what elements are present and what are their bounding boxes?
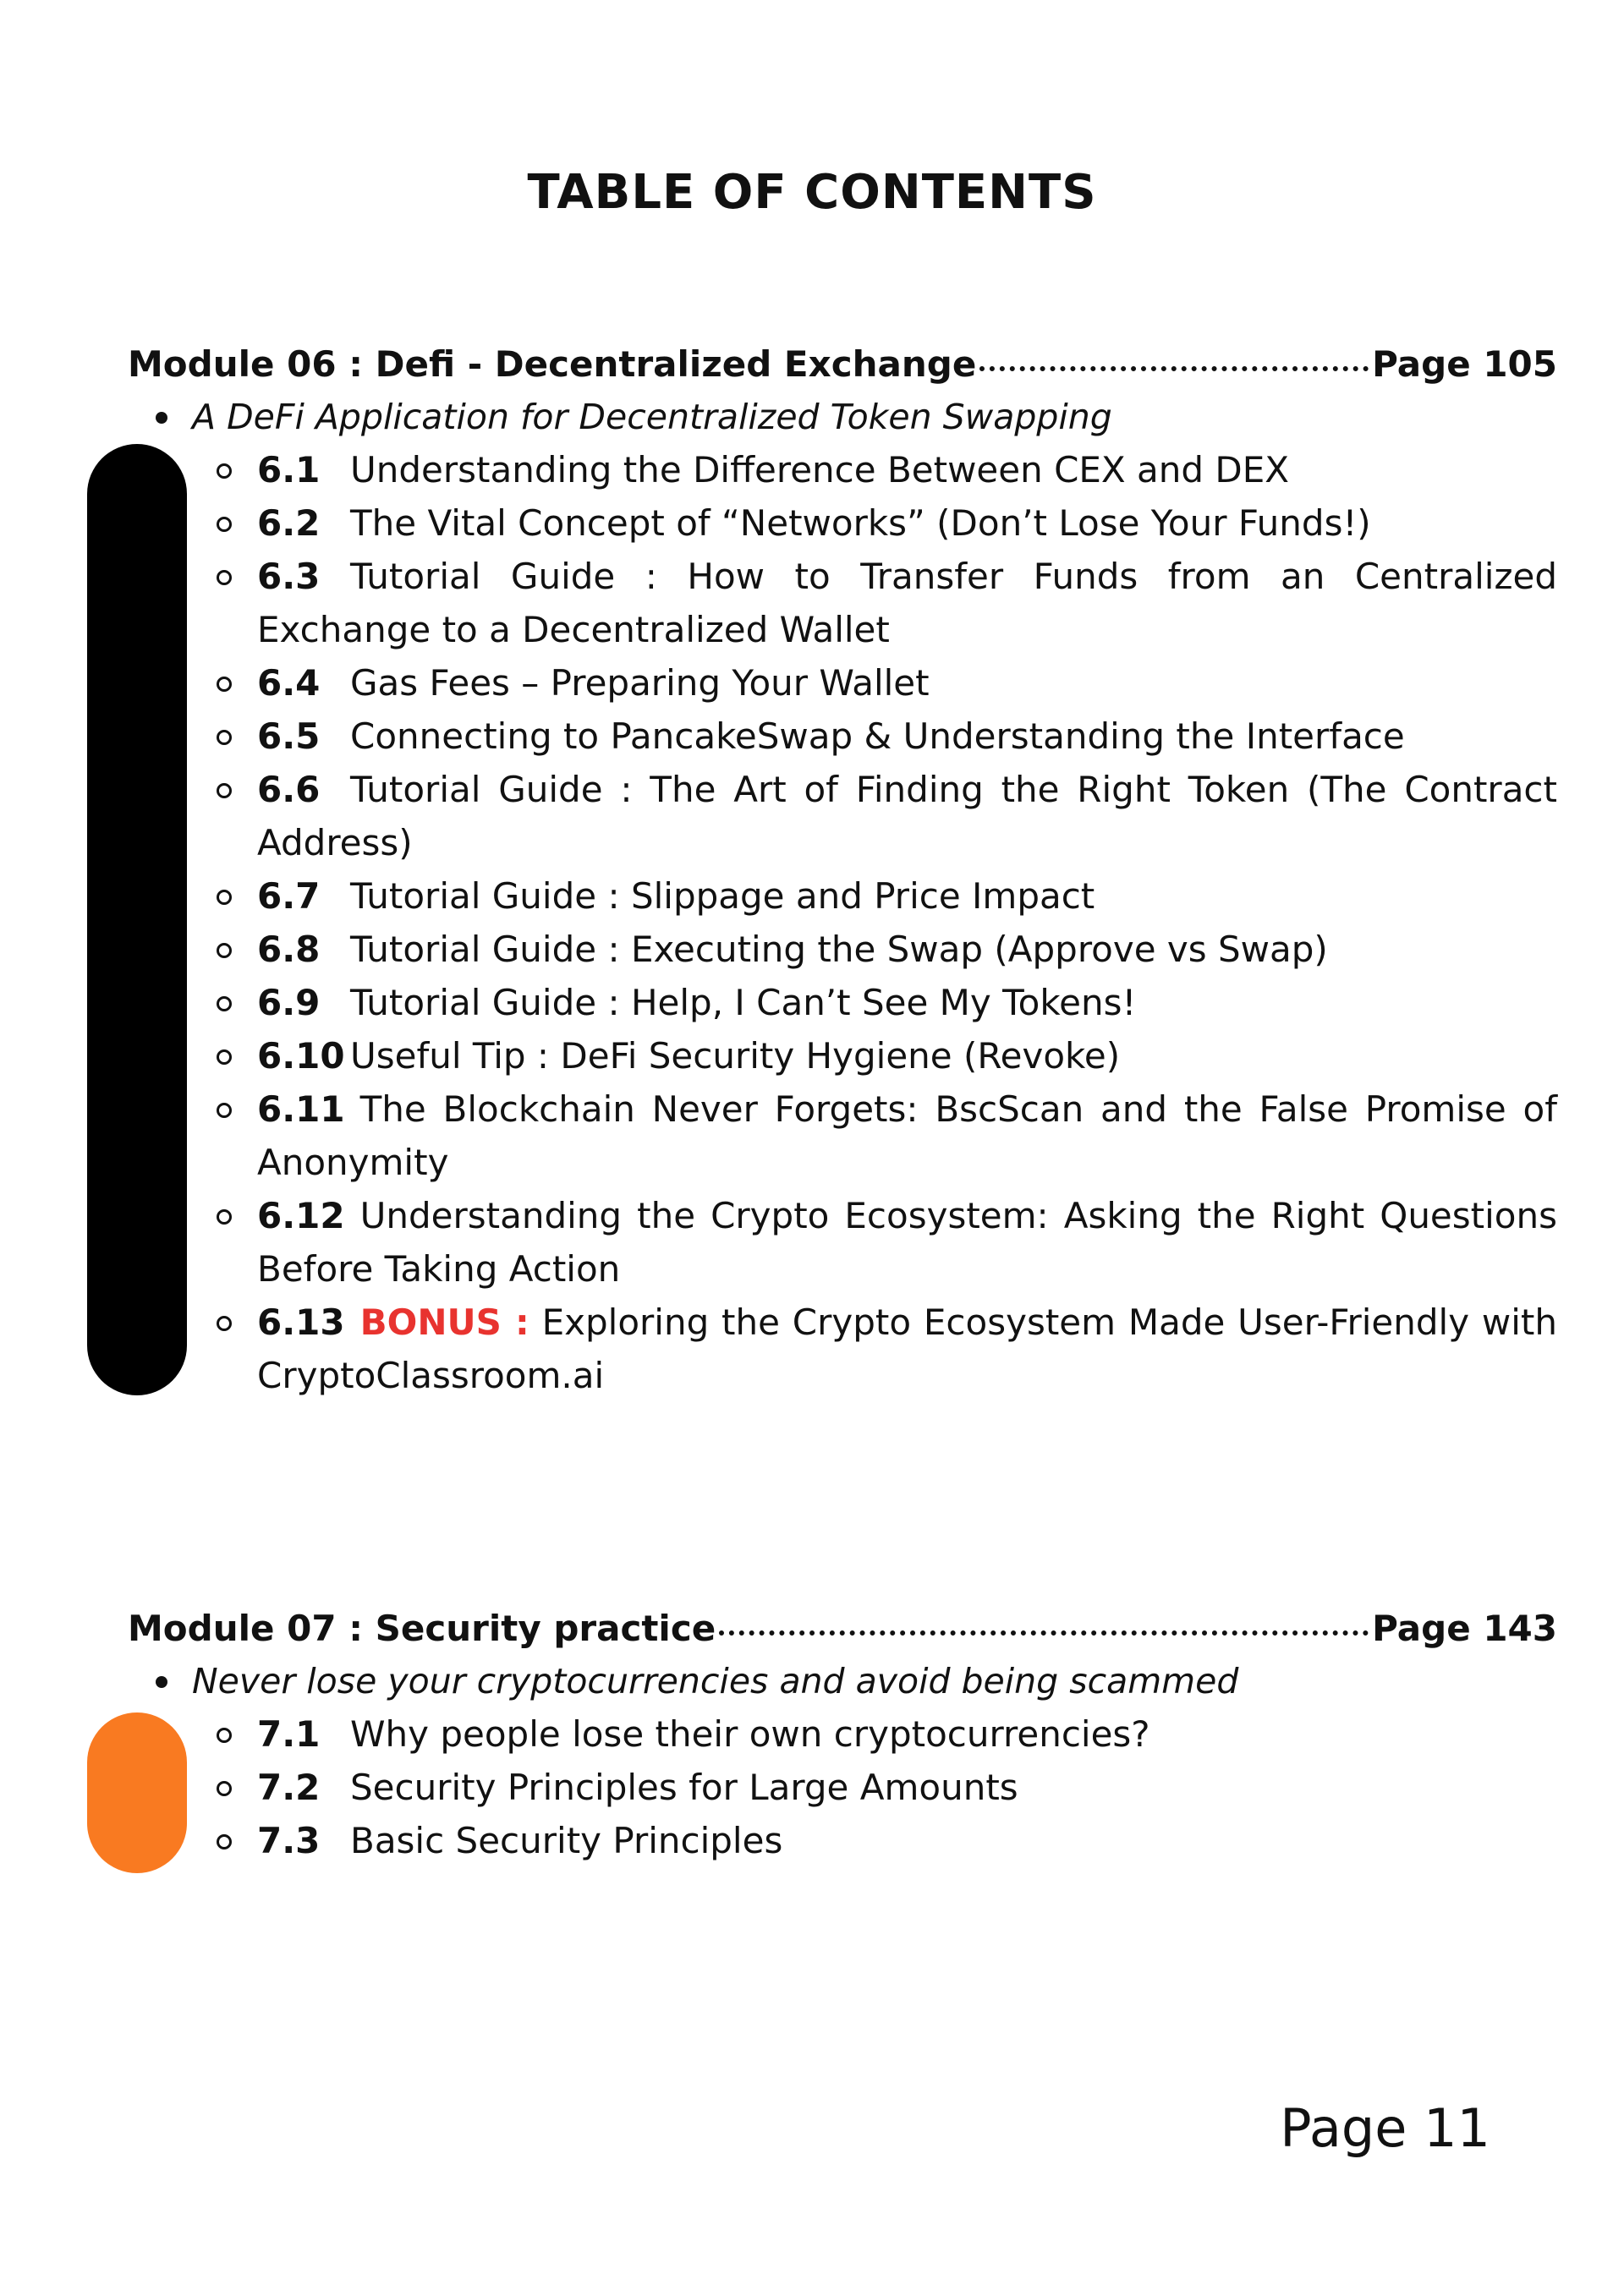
- toc-item-text: Why people lose their own cryptocurrencies?: [350, 1713, 1150, 1755]
- page-title: TABLE OF CONTENTS: [527, 165, 1097, 220]
- toc-item-number: 6.7: [257, 875, 321, 917]
- toc-item-6-13[interactable]: [128, 1296, 1557, 1402]
- toc-item-text: Basic Security Principles: [350, 1820, 783, 1861]
- dot-leader: [719, 1605, 1369, 1641]
- toc-item-number: 6.4: [257, 662, 321, 704]
- toc-item-6-11[interactable]: [128, 1082, 1557, 1189]
- module-07-heading: Module 07 : Security practice: [128, 1608, 716, 1649]
- module-07-heading-row[interactable]: [128, 1603, 1557, 1655]
- module-07-subtitle-row: [128, 1655, 1557, 1707]
- toc-item-7-2[interactable]: [128, 1761, 1557, 1814]
- toc-item-7-1[interactable]: [128, 1707, 1557, 1761]
- circle-bullet-icon: [217, 1103, 232, 1118]
- module-07-item-list: [128, 1707, 1557, 1867]
- toc-item-number: 6.1: [257, 449, 321, 490]
- toc-item-text: Connecting to PancakeSwap & Understanding the Interface: [350, 715, 1405, 757]
- module-06-heading-row[interactable]: [128, 338, 1557, 391]
- toc-item-text: Tutorial Guide : Executing the Swap (Approve vs Swap): [350, 929, 1328, 970]
- disc-bullet-icon: [156, 412, 167, 424]
- toc-item-number: 7.1: [257, 1713, 321, 1755]
- toc-item-6-1[interactable]: [128, 443, 1557, 496]
- toc-item-text: Exploring the Crypto Ecosystem Made User-Friendly with CryptoClassroom.ai: [257, 1301, 1557, 1396]
- page-number: Page 11: [1280, 2097, 1490, 2159]
- toc-item-number: 6.5: [257, 715, 321, 757]
- toc-item-text: Tutorial Guide : Help, I Can’t See My Tokens!: [350, 982, 1137, 1023]
- toc-item-number: 6.3: [257, 556, 321, 597]
- circle-bullet-icon: [217, 517, 232, 532]
- toc-item-text: The Vital Concept of “Networks” (Don’t Lose Your Funds!): [350, 502, 1371, 544]
- circle-bullet-icon: [217, 1209, 232, 1225]
- toc-item-text: The Blockchain Never Forgets: BscScan and the False Promise of Anonymity: [257, 1088, 1557, 1183]
- module-06-page-ref: Page 105: [1372, 343, 1557, 385]
- toc-item-6-3[interactable]: [128, 550, 1557, 656]
- circle-bullet-icon: [217, 463, 232, 479]
- toc-item-text: Security Principles for Large Amounts: [350, 1767, 1018, 1808]
- toc-item-text: Tutorial Guide : The Art of Finding the Right Token (The Contract Address): [257, 769, 1557, 863]
- toc-item-6-2[interactable]: [128, 496, 1557, 550]
- circle-bullet-icon: [217, 783, 232, 798]
- bonus-label: BONUS :: [359, 1301, 529, 1343]
- toc-item-number: 7.3: [257, 1820, 321, 1861]
- circle-bullet-icon: [217, 570, 232, 585]
- toc-item-text: Understanding the Crypto Ecosystem: Asking the Right Questions Before Taking Action: [257, 1195, 1557, 1290]
- module-06-item-list: [128, 443, 1557, 1402]
- module-06-section: [128, 338, 1557, 1402]
- toc-item-6-6[interactable]: [128, 763, 1557, 869]
- dot-leader: [979, 341, 1369, 376]
- circle-bullet-icon: [217, 890, 232, 905]
- toc-item-number: 6.8: [257, 929, 321, 970]
- toc-item-6-9[interactable]: [128, 976, 1557, 1029]
- toc-item-number: 6.6: [257, 769, 321, 810]
- module-07-page-ref: Page 143: [1372, 1608, 1557, 1649]
- toc-item-number: 6.2: [257, 502, 321, 544]
- toc-item-text: Understanding the Difference Between CEX and DEX: [350, 449, 1290, 490]
- module-07-section: [128, 1603, 1557, 1867]
- module-06-heading: Module 06 : Defi - Decentralized Exchange: [128, 343, 977, 385]
- circle-bullet-icon: [217, 1781, 232, 1796]
- toc-item-number: 6.10: [257, 1035, 345, 1077]
- circle-bullet-icon: [217, 1049, 232, 1065]
- toc-item-6-4[interactable]: [128, 656, 1557, 710]
- toc-item-text: Useful Tip : DeFi Security Hygiene (Revoke): [350, 1035, 1121, 1077]
- module-06-subtitle-row: [128, 391, 1557, 443]
- circle-bullet-icon: [217, 996, 232, 1011]
- toc-item-6-8[interactable]: [128, 923, 1557, 976]
- circle-bullet-icon: [217, 943, 232, 958]
- circle-bullet-icon: [217, 730, 232, 745]
- module-06-subtitle: A DeFi Application for Decentralized Token Swapping: [192, 397, 1112, 437]
- disc-bullet-icon: [156, 1676, 167, 1688]
- toc-item-text: Tutorial Guide : Slippage and Price Impact: [350, 875, 1095, 917]
- toc-item-6-5[interactable]: [128, 710, 1557, 763]
- toc-item-6-10[interactable]: [128, 1029, 1557, 1082]
- module-07-subtitle: Never lose your cryptocurrencies and avoid being scammed: [192, 1661, 1239, 1701]
- toc-item-number: 6.11: [257, 1088, 345, 1130]
- toc-item-text: Gas Fees – Preparing Your Wallet: [350, 662, 930, 704]
- toc-item-7-3[interactable]: [128, 1814, 1557, 1867]
- circle-bullet-icon: [217, 1834, 232, 1849]
- toc-item-number: 6.12: [257, 1195, 345, 1236]
- toc-item-text: Tutorial Guide : How to Transfer Funds from an Centralized Exchange to a Decentralized Wallet: [257, 556, 1557, 650]
- toc-item-6-12[interactable]: [128, 1189, 1557, 1296]
- toc-item-number: 7.2: [257, 1767, 321, 1808]
- toc-item-number: 6.9: [257, 982, 321, 1023]
- toc-item-6-7[interactable]: [128, 869, 1557, 923]
- toc-item-number: 6.13: [257, 1301, 345, 1343]
- circle-bullet-icon: [217, 1728, 232, 1743]
- circle-bullet-icon: [217, 677, 232, 692]
- circle-bullet-icon: [217, 1316, 232, 1331]
